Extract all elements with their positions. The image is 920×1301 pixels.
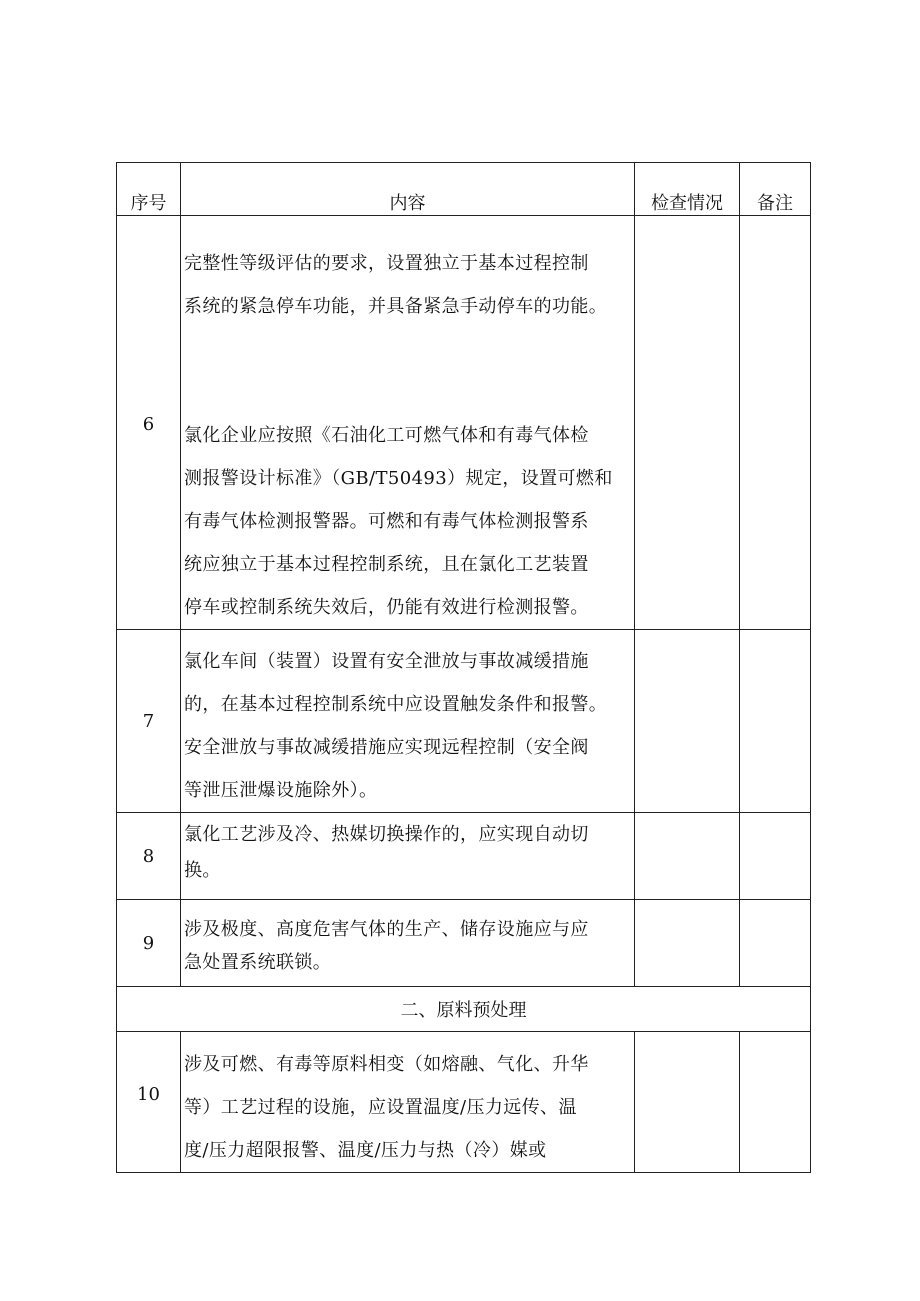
row-seq: 6	[117, 216, 181, 630]
row-seq: 10	[117, 1032, 181, 1173]
content-line: 停车或控制系统失效后，仍能有效进行检测报警。	[184, 597, 589, 618]
note-cell[interactable]	[740, 900, 811, 987]
table-row	[117, 216, 811, 630]
header-content: 内容	[181, 163, 635, 216]
note-cell[interactable]	[740, 216, 811, 630]
table-header-row	[117, 163, 811, 216]
header-seq: 序号	[117, 163, 181, 216]
row-seq: 8	[117, 813, 181, 900]
row-seq: 9	[117, 900, 181, 987]
table-row	[117, 630, 811, 813]
section-title: 二、原料预处理	[117, 987, 811, 1032]
check-cell[interactable]	[635, 630, 740, 813]
check-cell[interactable]	[635, 216, 740, 630]
content-line: 氯化工艺涉及冷、热媒切换操作的，应实现自动切	[184, 824, 589, 845]
table-row	[117, 813, 811, 900]
content-line: 等泄压泄爆设施除外）。	[184, 780, 378, 801]
note-cell[interactable]	[740, 1032, 811, 1173]
content-line: 涉及极度、高度危害气体的生产、储存设施应与应	[184, 919, 589, 940]
content-line: 测报警设计标准》（GB/T50493）规定，设置可燃和	[184, 468, 613, 489]
check-cell[interactable]	[635, 900, 740, 987]
header-check: 检查情况	[635, 163, 740, 216]
content-line: 完整性等级评估的要求，设置独立于基本过程控制	[184, 253, 589, 274]
content-line: 急处置系统联锁。	[184, 952, 332, 973]
check-cell[interactable]	[635, 1032, 740, 1173]
note-cell[interactable]	[740, 813, 811, 900]
content-line: 等）工艺过程的设施，应设置温度/压力远传、温	[184, 1097, 577, 1118]
content-line: 换。	[184, 860, 221, 881]
content-line: 涉及可燃、有毒等原料相变（如熔融、气化、升华	[184, 1054, 589, 1075]
row-content	[181, 630, 635, 813]
content-line: 系统的紧急停车功能，并具备紧急手动停车的功能。	[184, 296, 608, 317]
header-note: 备注	[740, 163, 811, 216]
content-line: 氯化企业应按照《石油化工可燃气体和有毒气体检	[184, 425, 589, 446]
content-line-blank	[181, 328, 634, 414]
row-content	[181, 900, 635, 987]
content-line: 安全泄放与事故减缓措施应实现远程控制（安全阀	[184, 737, 589, 758]
check-cell[interactable]	[635, 813, 740, 900]
content-line: 度/压力超限报警、温度/压力与热（冷）媒或	[184, 1140, 547, 1161]
row-seq: 7	[117, 630, 181, 813]
content-line: 有毒气体检测报警器。可燃和有毒气体检测报警系	[184, 511, 589, 532]
table-row	[117, 1032, 811, 1173]
section-header-row	[117, 987, 811, 1032]
content-line: 统应独立于基本过程控制系统，且在氯化工艺装置	[184, 554, 589, 575]
content-line: 氯化车间（装置）设置有安全泄放与事故减缓措施	[184, 651, 589, 672]
note-cell[interactable]	[740, 630, 811, 813]
table-row	[117, 900, 811, 987]
row-content	[181, 813, 635, 900]
row-content	[181, 216, 635, 630]
content-line: 的，在基本过程控制系统中应设置触发条件和报警。	[184, 694, 608, 715]
row-content	[181, 1032, 635, 1173]
inspection-checklist-table	[116, 162, 811, 1173]
